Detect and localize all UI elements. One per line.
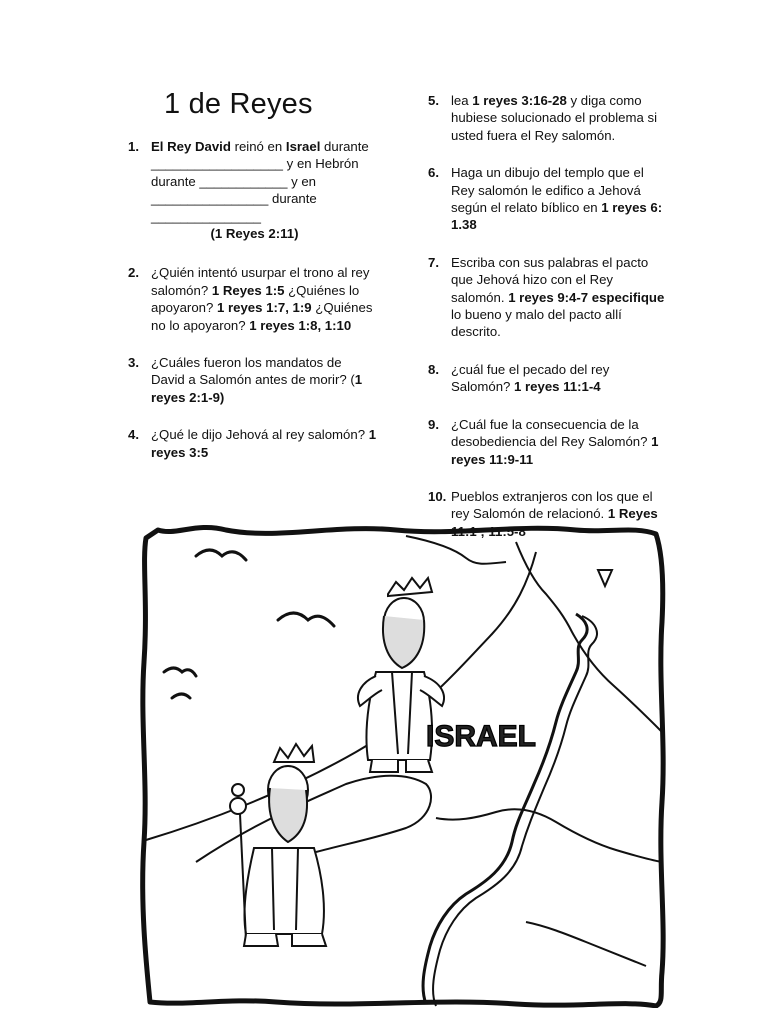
text-run: 1 reyes 1:8, 1:10: [249, 317, 352, 333]
text-run: Israel: [285, 139, 321, 154]
region-border: [516, 542, 662, 732]
text-run: El Rey David: [151, 139, 231, 154]
question-text: [151, 264, 378, 334]
question-text: [151, 354, 378, 406]
region-border: [406, 536, 506, 564]
question-number: 9.: [428, 416, 439, 432]
text-run: lo bueno y malo del pacto allí descrito.: [451, 307, 622, 340]
text-run: ¿Cuál fue la consecuencia de la desobediencia del Rey Salomón?: [451, 416, 652, 450]
question-number: 7.: [428, 254, 439, 270]
question-2: [128, 264, 378, 334]
text-run: 1 reyes 2:1-9): [151, 372, 363, 405]
question-text: [451, 92, 668, 144]
jordan-river: [433, 616, 597, 1006]
question-9: [428, 416, 668, 468]
bird-icon: [278, 613, 334, 626]
text-run: ¿Quiénes lo apoyaron?: [151, 282, 360, 316]
question-4: [128, 426, 378, 461]
text-run: ¿Qué le dijo Jehová al rey salomón?: [151, 427, 369, 443]
text-run: reinó en: [230, 139, 286, 154]
triangle-marker-icon: [598, 570, 612, 586]
text-run: durante __________________ y en Hebrón durante ____________ y en ________________ durante _______________: [151, 139, 369, 224]
text-run: 1 reyes 3:5: [151, 427, 377, 460]
question-source: (1 Reyes 2:11): [210, 226, 299, 242]
question-number: 3.: [128, 355, 139, 371]
coastline: [146, 552, 536, 840]
bird-icon: [164, 668, 196, 676]
question-5: [428, 92, 668, 144]
question-number: 10.: [428, 488, 447, 504]
question-text: [451, 254, 668, 341]
question-text: [451, 361, 668, 396]
question-text: [151, 138, 378, 242]
text-run: 1 Reyes 11:1 ; 11:5-8: [451, 506, 658, 539]
questions-right-column: [428, 92, 668, 540]
text-run: 1 reyes 6: 1.38: [451, 200, 663, 233]
text-run: ¿Quién intentó usurpar el trono al rey salomón?: [151, 265, 370, 298]
israel-map-illustration: [136, 522, 670, 1008]
text-run: 1 reyes 1:7, 1:9: [217, 300, 312, 316]
question-6: [428, 164, 668, 234]
text-run: Escriba con sus palabras el pacto que Jehová hizo con el Rey salomón.: [451, 254, 649, 305]
question-number: 2.: [128, 265, 139, 281]
text-run: y diga como hubiese solucionado el problema si usted fuera el Rey salomón.: [451, 93, 658, 143]
text-run: ¿Cuáles fueron los mandatos de David a Salomón antes de morir? (: [151, 355, 355, 388]
question-8: [428, 361, 668, 396]
king-david-figure: [230, 744, 326, 946]
question-number: 1.: [128, 139, 139, 154]
map-border: [526, 922, 646, 966]
question-number: 8.: [428, 361, 439, 377]
questions-left-column: [128, 138, 378, 461]
map-border: [436, 809, 662, 862]
bird-icon: [196, 550, 246, 560]
text-run: 1 Reyes 1:5: [211, 282, 285, 298]
text-run: 1 reyes 9:4-7 especifique: [508, 289, 665, 305]
bird-icon: [172, 694, 190, 698]
question-7: [428, 254, 668, 341]
question-text: [151, 426, 378, 461]
question-text: [451, 164, 668, 234]
map-label: ISRAEL: [426, 720, 537, 753]
question-number: 4.: [128, 427, 139, 443]
birds: [164, 550, 334, 698]
page-title: 1 de Reyes: [164, 88, 313, 120]
question-text: [451, 416, 668, 468]
question-1: [128, 138, 378, 242]
text-run: ¿Quiénes no lo apoyaron?: [151, 300, 373, 333]
question-number: 5.: [428, 93, 439, 108]
text-run: 1 reyes 3:16-28: [472, 93, 567, 108]
question-number: 6.: [428, 165, 439, 181]
text-run: 1 reyes 11:1-4: [514, 379, 601, 395]
text-run: ¿cuál fue el pecado del rey Salomón?: [451, 361, 610, 395]
text-run: Haga un dibujo del templo que el Rey salomón le edifico a Jehová según el relato bíblico en: [451, 165, 644, 216]
text-run: 1 reyes 11:9-11: [451, 434, 659, 467]
question-3: [128, 354, 378, 406]
text-run: lea: [451, 93, 473, 108]
text-run: Pueblos extranjeros con los que el rey Salomón de relacionó.: [451, 488, 653, 522]
